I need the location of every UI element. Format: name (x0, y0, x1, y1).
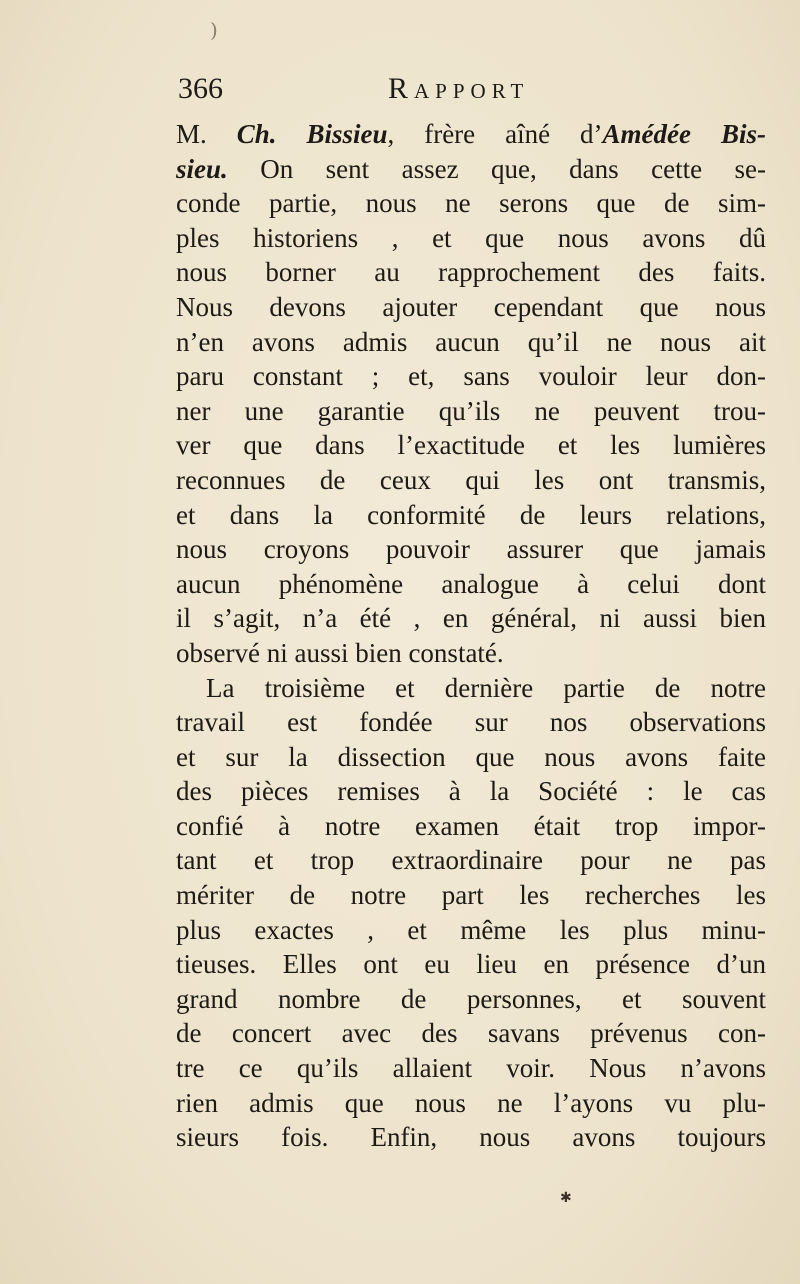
text-line (176, 428, 766, 463)
text-line (176, 947, 766, 982)
text-run: ples historiens , et que nous avons dû (176, 222, 766, 253)
running-head: Rapport (388, 72, 530, 105)
page-header (178, 72, 768, 112)
text-line (176, 913, 766, 948)
text-line (176, 463, 766, 498)
text-line (176, 671, 766, 706)
text-line (176, 740, 766, 775)
text-run: n’en avons admis aucun qu’il ne nous ait (176, 326, 766, 357)
text-line (176, 325, 766, 360)
text-line (176, 774, 766, 809)
text-line (176, 982, 766, 1017)
text-run: de concert avec des savans prévenus con- (176, 1018, 766, 1049)
text-line (176, 152, 766, 187)
text-run: travail est fondée sur nos observations (176, 707, 766, 738)
text-run: On sent assez que, dans cette se- (227, 153, 766, 184)
text-line (176, 290, 766, 325)
margin-mark: ) (210, 18, 218, 42)
page-number: 366 (178, 72, 223, 105)
text-run: paru constant ; et, sans vouloir leur don- (176, 361, 766, 392)
text-line (176, 1086, 766, 1121)
text-line (176, 601, 766, 636)
text-run: ner une garantie qu’ils ne peuvent trou- (176, 395, 766, 426)
text-line (176, 394, 766, 429)
text-line (176, 567, 766, 602)
text-run: ver que dans l’exactitude et les lumières (176, 430, 766, 461)
text-line (176, 878, 766, 913)
text-run: et sur la dissection que nous avons faite (176, 741, 766, 772)
text-line (176, 221, 766, 256)
text-line (176, 498, 766, 533)
text-line (176, 843, 766, 878)
text-line (176, 359, 766, 394)
text-run: confié à notre examen était trop impor- (176, 810, 766, 841)
text-run: nous borner au rapprochement des faits. (176, 257, 766, 288)
text-line (176, 255, 766, 290)
text-run: M. (176, 119, 237, 149)
text-run: grand nombre de personnes, et souvent (176, 983, 766, 1014)
text-run: il s’agit, n’a été , en général, ni aussi bien (176, 603, 766, 634)
body-text (176, 117, 766, 1155)
text-line (176, 117, 766, 152)
text-run: mériter de notre part les recherches les (176, 880, 766, 911)
text-run: aucun phénomène analogue à celui dont (176, 568, 766, 599)
text-run: rien admis que nous ne l’ayons vu plu- (176, 1087, 766, 1118)
text-run: observé ni aussi bien constaté. (176, 637, 504, 668)
italic-name: Amédée Bis- (602, 119, 766, 149)
text-line (176, 636, 766, 671)
italic-name: Ch. Bissieu (236, 119, 388, 149)
text-run: Nous devons ajouter cependant que nous (176, 291, 766, 322)
italic-name: sieu. (176, 153, 228, 184)
text-run: des pièces remises à la Société : le cas (176, 776, 766, 807)
text-line (176, 809, 766, 844)
text-run: plus exactes , et même les plus minu- (176, 914, 766, 945)
text-run: , frère aîné d’ (387, 119, 603, 149)
text-run: tre ce qu’ils allaient voir. Nous n’avons (176, 1053, 766, 1084)
text-run: conde partie, nous ne serons que de sim- (176, 188, 766, 219)
printer-mark: ✱ (560, 1190, 572, 1206)
text-run: sieurs fois. Enfin, nous avons toujours (176, 1122, 766, 1153)
text-line (176, 532, 766, 567)
text-run: La troisième et dernière partie de notre (206, 672, 766, 703)
text-run: et dans la conformité de leurs relations, (176, 499, 766, 530)
text-line (176, 1120, 766, 1155)
text-run: tieuses. Elles ont eu lieu en présence d’un (176, 949, 766, 980)
text-line (176, 186, 766, 221)
text-line (176, 1016, 766, 1051)
text-run: tant et trop extraordinaire pour ne pas (176, 845, 766, 876)
text-line (176, 1051, 766, 1086)
text-run: reconnues de ceux qui les ont transmis, (176, 464, 766, 495)
text-line (176, 705, 766, 740)
text-run: nous croyons pouvoir assurer que jamais (176, 534, 766, 565)
